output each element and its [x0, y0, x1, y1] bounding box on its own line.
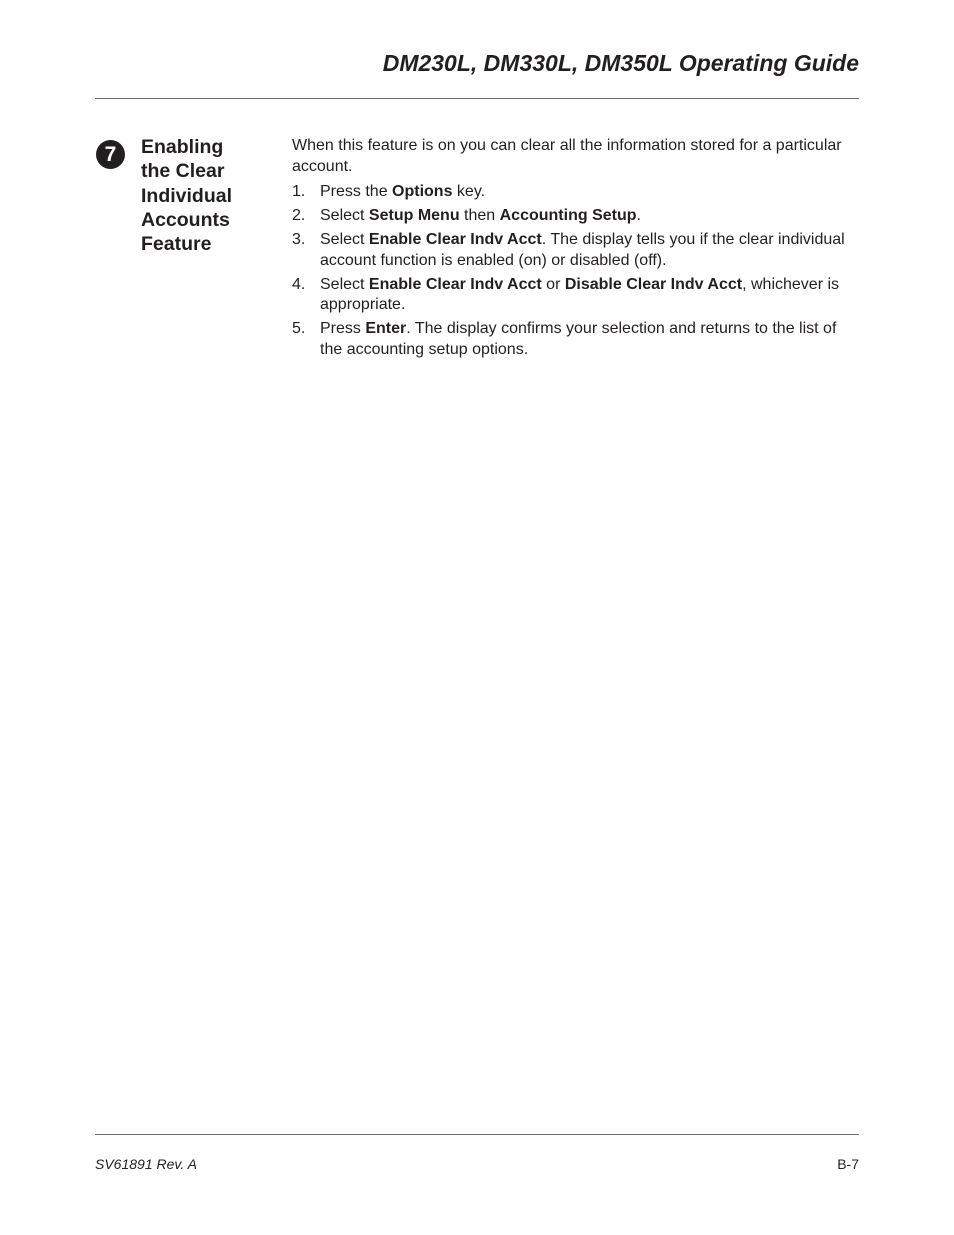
section-body: [292, 136, 862, 364]
footer-doc-id: SV61891 Rev. A: [95, 1156, 197, 1172]
step-text: key.: [452, 183, 486, 200]
footer-divider: [95, 1134, 859, 1135]
step-number: 1.: [292, 183, 306, 200]
step-item: [292, 275, 862, 316]
step-text: Press the: [320, 183, 393, 200]
step-text: .: [636, 207, 641, 224]
step-item: [292, 230, 862, 271]
step-text: Select: [320, 275, 369, 293]
step-keyword: Enable Clear Indv Acct: [368, 275, 542, 293]
step-text: or: [541, 275, 565, 293]
step-keyword: Enter: [365, 320, 407, 337]
step-keyword: Setup Menu: [368, 207, 460, 224]
step-item: [292, 206, 862, 227]
section-title-line: Feature: [141, 233, 212, 256]
step-number: 3.: [292, 231, 306, 248]
steps-list: [292, 182, 862, 360]
intro-paragraph: When this feature is on you can clear all the information stored for a particular account.: [292, 137, 842, 175]
step-number: 2.: [292, 207, 306, 224]
step-item: [292, 182, 862, 203]
footer-page-number: B-7: [837, 1156, 859, 1172]
step-item: [292, 319, 862, 360]
step-number: 4.: [292, 275, 306, 293]
section-title-line: the Clear: [141, 160, 225, 183]
step-keyword: Accounting Setup: [499, 207, 637, 224]
step-keyword: Disable Clear Indv Acct: [564, 275, 743, 293]
step-text: Press: [320, 320, 366, 337]
section-number-badge: 7: [96, 140, 125, 169]
step-keyword: Options: [392, 183, 453, 200]
section-title-line: Accounts: [141, 208, 230, 231]
page-header-title: DM230L, DM330L, DM350L Operating Guide: [382, 50, 859, 76]
step-text: . The display tells you if the clear individual account function is enabled (on) or disabled (off).: [320, 231, 845, 269]
section-title-line: Enabling: [141, 136, 224, 158]
step-keyword: Enable Clear Indv Acct: [368, 231, 542, 248]
step-number: 5.: [292, 320, 306, 337]
header-divider: [95, 98, 859, 99]
step-text: , whichever is appropriate.: [320, 275, 840, 313]
section-title: [141, 135, 281, 256]
step-text: Select: [320, 231, 369, 248]
section-title-line: Individual: [141, 184, 233, 207]
step-text: Select: [320, 207, 369, 224]
step-text: . The display confirms your selection and returns to the list of the accounting setup options.: [320, 320, 837, 358]
step-text: then: [459, 207, 500, 224]
